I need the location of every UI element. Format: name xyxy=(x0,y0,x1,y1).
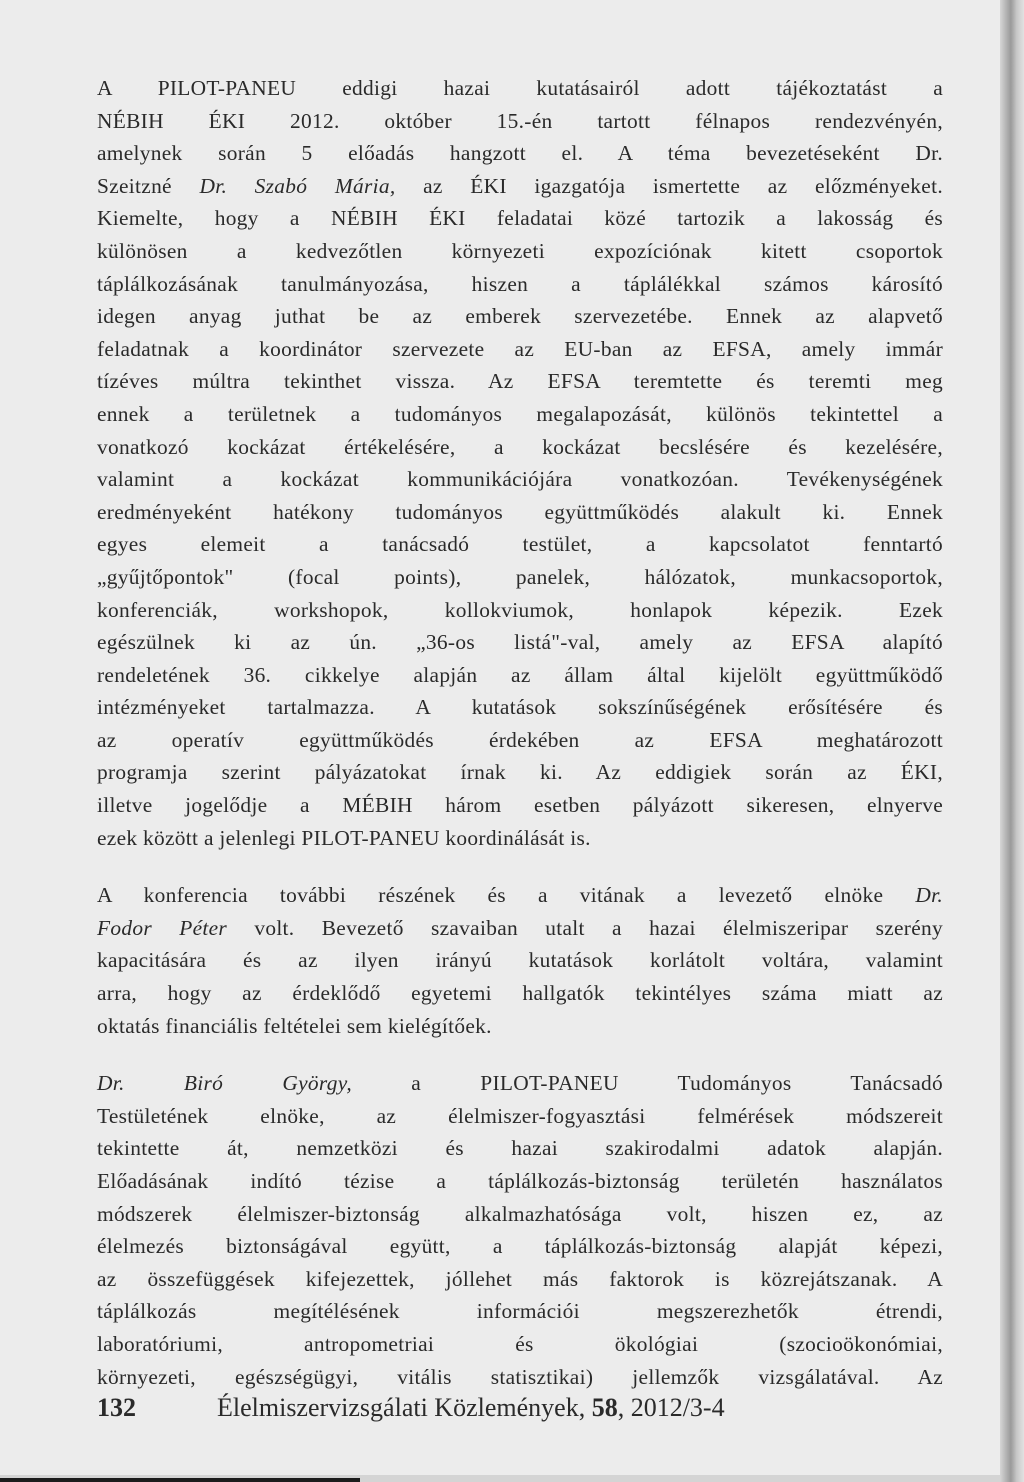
text-line-mixed xyxy=(97,879,943,912)
text-line: arra, hogy az érdeklődő egyetemi hallgatók tekintélyes száma miatt az xyxy=(97,981,943,1006)
journal-citation xyxy=(217,1393,725,1423)
person-name: Dr. Biró György, xyxy=(97,1071,352,1096)
text-line: Testületének elnöke, az élelmiszer-fogyasztási felmérések módszereit xyxy=(97,1103,943,1128)
paragraph-2 xyxy=(97,879,943,1042)
person-name: Dr. xyxy=(915,883,943,908)
text-line: laboratóriumi, antropometriai és ökológiai (szocioökonómiai, xyxy=(97,1331,943,1356)
text-line: tízéves múltra tekinthet vissza. Az EFSA teremtette és teremti meg xyxy=(97,369,943,394)
text-line: rendeletének 36. cikkelye alapján az állam által kijelölt együttműködő xyxy=(97,662,943,687)
text-line: A PILOT-PANEU eddigi hazai kutatásairól adott tájékoztatást a xyxy=(97,76,943,100)
text-line-mixed xyxy=(97,1067,943,1100)
journal-title: Élelmiszervizsgálati Közlemények, xyxy=(217,1393,586,1422)
text-line: intézményeket tartalmazza. A kutatások sokszínűségének erősítésére és xyxy=(97,695,943,720)
text-line: egyes elemeit a tanácsadó testület, a kapcsolatot fenntartó xyxy=(97,532,943,557)
text-line: élelmezés biztonságával együtt, a táplálkozás-biztonság alapját képezi, xyxy=(97,1234,943,1259)
text-line: ezek között a jelenlegi PILOT-PANEU koordinálását is. xyxy=(97,825,591,850)
text-line: „gyűjtőpontok" (focal points), panelek, hálózatok, munkacsoportok, xyxy=(97,564,943,589)
text-line: idegen anyag juthat be az emberek szervezetébe. Ennek az alapvető xyxy=(97,304,943,329)
text-line: vonatkozó kockázat értékelésére, a kockázat becslésére és kezelésére, xyxy=(97,434,943,459)
text-line: az összefüggések kifejezettek, jóllehet más faktorok is közrejátszanak. A xyxy=(97,1266,943,1291)
text-line: eredményeként hatékony tudományos együttműködés alakult ki. Ennek xyxy=(97,499,943,524)
text-line: környezeti, egészségügyi, vitális statisztikai) jellemzők vizsgálatával. Az xyxy=(97,1364,943,1389)
page-bottom-shadow xyxy=(0,1478,360,1482)
text-line: NÉBIH ÉKI 2012. október 15.-én tartott félnapos rendezvényén, xyxy=(97,108,943,133)
text-line: táplálkozásának tanulmányozása, hiszen a táplálékkal számos károsító xyxy=(97,271,943,296)
text-line: tekintette át, nemzetközi és hazai szakirodalmi adatok alapján. xyxy=(97,1136,943,1161)
text-line: ennek a területnek a tudományos megalapozását, különös tekintettel a xyxy=(97,401,943,426)
text-line: programja szerint pályázatokat írnak ki. Az eddigiek során az ÉKI, xyxy=(97,760,943,785)
text-line: Előadásának indító tézise a táplálkozás-biztonság területén használatos xyxy=(97,1169,943,1193)
text-fragment: a PILOT-PANEU Tudományos Tanácsadó xyxy=(411,1071,944,1096)
paragraph-1 xyxy=(97,72,943,854)
text-line-mixed xyxy=(97,912,943,945)
text-line: oktatás financiális feltételei sem kielégítőek. xyxy=(97,1013,492,1038)
text-line: egészülnek ki az ún. „36-os listá"-val, amely az EFSA alapító xyxy=(97,630,943,655)
person-name: Fodor Péter xyxy=(97,915,228,940)
text-fragment: Szeitzné xyxy=(97,173,172,198)
journal-issue: , 2012/3-4 xyxy=(617,1393,725,1422)
paragraph-3 xyxy=(97,1067,943,1393)
text-line: Kiemelte, hogy a NÉBIH ÉKI feladatai közé tartozik a lakosság és xyxy=(97,206,943,231)
text-line: konferenciák, workshopok, kollokviumok, honlapok képezik. Ezek xyxy=(97,597,943,622)
text-line: különösen a kedvezőtlen környezeti expozíciónak kitett csoportok xyxy=(97,238,943,263)
text-fragment: az ÉKI igazgatója ismertette az előzményeket. xyxy=(423,173,943,198)
text-line-mixed xyxy=(97,170,943,203)
page-footer xyxy=(97,1393,943,1423)
article-body xyxy=(97,72,943,1393)
journal-volume: 58 xyxy=(591,1393,618,1422)
book-spine-edge xyxy=(1000,0,1024,1482)
text-line: valamint a kockázat kommunikációjára vonatkozóan. Tevékenységének xyxy=(97,467,943,492)
page-number: 132 xyxy=(97,1393,136,1422)
text-line: amelynek során 5 előadás hangzott el. A téma bevezetéseként Dr. xyxy=(97,141,943,166)
text-line: kapacitására és az ilyen irányú kutatások korlátolt voltára, valamint xyxy=(97,948,943,973)
text-line: illetve jogelődje a MÉBIH három esetben pályázott sikeresen, elnyerve xyxy=(97,793,943,818)
person-name: Dr. Szabó Mária, xyxy=(199,173,396,198)
text-fragment: volt. Bevezető szavaiban utalt a hazai élelmiszeripar szerény xyxy=(254,915,943,940)
text-line: módszerek élelmiszer-biztonság alkalmazhatósága volt, hiszen ez, az xyxy=(97,1201,943,1226)
text-line: táplálkozás megítélésének információi megszerezhetők étrendi, xyxy=(97,1299,943,1324)
text-fragment: A konferencia további részének és a vitának a levezető elnöke xyxy=(97,883,884,908)
text-line: feladatnak a koordinátor szervezete az EU-ban az EFSA, amely immár xyxy=(97,336,943,361)
text-line: az operatív együttműködés érdekében az EFSA meghatározott xyxy=(97,727,943,752)
